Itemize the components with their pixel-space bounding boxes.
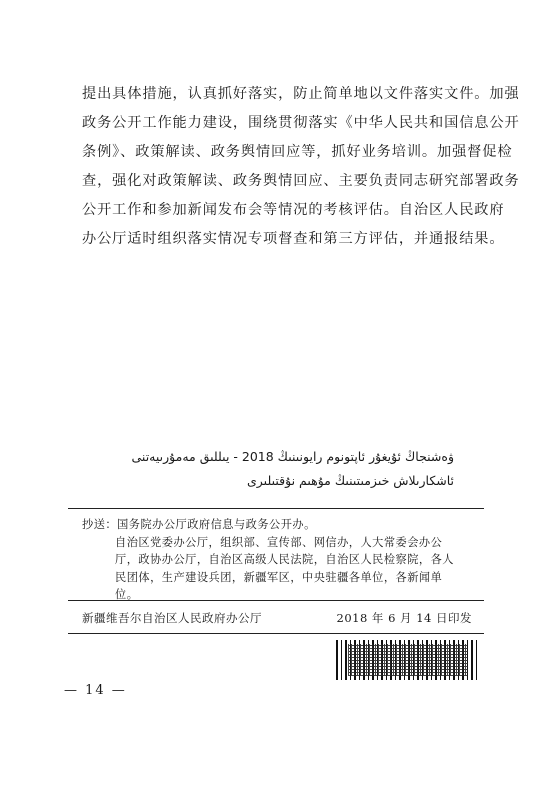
issuer-bottom-rule: [68, 633, 484, 634]
uyghur-title: [94, 445, 454, 493]
cc-label: 抄送：: [82, 518, 118, 531]
issuing-office: 新疆维吾尔自治区人民政府办公厅: [82, 611, 262, 625]
body-line: 条例》、政策解读、政务舆情回应等，抓好业务培训。加强督促检: [82, 144, 513, 160]
cc-top-rule: [68, 508, 484, 509]
body-line: 公开工作和参加新闻发布会等情况的考核评估。自治区人民政府: [82, 202, 505, 218]
cc-line: 位。: [115, 588, 139, 601]
uyghur-title-line: ۋەشنجاڭ ئۇيغۇر ئاپتونوم رايونىنىڭ 2018 - يىللىق مەمۇرىيەتنى: [131, 449, 454, 464]
barcode-image: [336, 640, 480, 680]
cc-line: 民团体，生产建设兵团，新疆军区，中央驻疆各单位，各新闻单: [115, 570, 443, 584]
body-line: 办公厅适时组织落实情况专项督查和第三方评估，并通报结果。: [82, 231, 505, 247]
body-paragraph: [82, 80, 520, 254]
cc-line: 厅，政协办公厅，自治区高级人民法院，自治区人民检察院，各人: [115, 553, 454, 566]
cc-first-row: [82, 516, 477, 534]
page-number: — 14 —: [64, 683, 127, 698]
issue-date: 2018 年 6 月 14 日印发: [336, 611, 472, 625]
body-line: 查，强化对政策解读、政务舆情回应、主要负责同志研究部署政务: [82, 173, 520, 189]
cc-line: 自治区党委办公厅，组织部、宣传部、网信办，人大常委会办公: [115, 535, 443, 549]
cc-line: 国务院办公厅政府信息与政务公开办。: [117, 518, 316, 531]
body-line: 提出具体措施，认真抓好落实，防止简单地以文件落实文件。加强: [82, 86, 520, 102]
cc-block: [82, 516, 477, 604]
uyghur-title-line: ئاشكارىلاش خىزمىتىنىڭ مۇھىم نۇقتىلىرى: [247, 473, 454, 488]
issuer-top-rule: [68, 600, 484, 601]
body-line: 政务公开工作能力建设，围绕贯彻落实《中华人民共和国信息公开: [82, 115, 520, 131]
